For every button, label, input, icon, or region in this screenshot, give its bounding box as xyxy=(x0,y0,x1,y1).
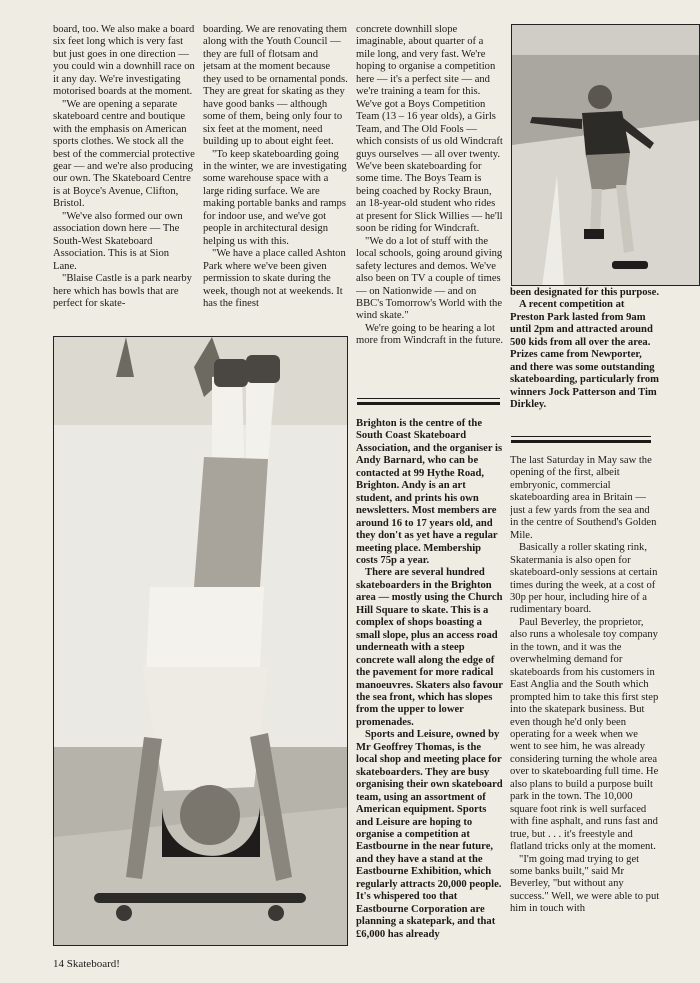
column-3-top xyxy=(356,24,504,392)
section-divider xyxy=(357,398,500,405)
paragraph: Basically a roller skating rink, Skatermania is also open for skateboard-only sessions at certain times during the week, at a cost of 30p per hour, including hire of a rudimentary board. xyxy=(510,542,658,616)
column-1 xyxy=(53,24,195,334)
paragraph: concrete downhill slope imaginable, about quarter of a mile long, and very fast. We're hoping to organise a competition here — it's a perfect site — and we're training a team for this. We've got a Boys Competition Team (13 – 16 year olds), a Girls Team, and The Old Fools — which consists of us old Windcraft guys ourselves — all over twenty. We've been skateboarding for some time. The Boys Team is being coached by Rocky Braun, an 18-year-old student who rides at present for Slick Willies — he'll soon be riding for Windcraft. xyxy=(356,24,503,235)
paragraph: Brighton is the centre of the South Coast Skateboard Association, and the organiser is Andy Barnard, who can be contacted at 99 Hythe Road, Brighton. Andy is an art student, and prints his own newsletters. Most members are around 16 to 17 years old, and they don't as yet have a regular meeting place. Membership costs 75p a year. xyxy=(356,418,503,566)
column-4-top xyxy=(510,287,660,433)
skater-photo-image xyxy=(512,25,700,286)
paragraph: boarding. We are renovating them along with the Youth Council — they are full of flotsam and jetsam at the moment because they used to be ornamental ponds. They are great for skating as they have good banks — although some of them, being only four to six feet at the moment, need building up to about eight feet. xyxy=(203,24,348,148)
paragraph: "We have a place called Ashton Park where we've been given permission to skate during the week, though not at weekends. It has the finest xyxy=(203,248,346,309)
paragraph: Paul Beverley, the proprietor, also runs a wholesale toy company in the town, and it was the overwhelming demand for skateboards from his customers in East Anglia and the South which prompted him to take this first step into the skatepark business. But even though he'd only been operating for a week when we went to see him, he was already considering turning the whole area over to skateboarding full time. He also plans to build a purpose built park in the town. The 10,000 square foot rink is well surfaced with fine asphalt, and runs fast and true, but . . . it's freestyle and flatland tricks only at the moment. xyxy=(510,616,659,853)
page-footer: 14 Skateboard! xyxy=(53,958,120,970)
paragraph: A recent competition at Preston Park lasted from 9am until 2pm and attracted around 500 kids from all over the area. Prizes came from Newporter, and there was some outstanding skateboarding, particularly from winners Jock Patterson and Tim Dirkley. xyxy=(510,299,659,411)
column-3-bottom xyxy=(356,418,504,950)
skater-photo xyxy=(511,24,700,286)
handstand-photo xyxy=(53,336,348,946)
paragraph: "We've also formed our own association down here — The South-West Skateboard Association. This is at Sion Lane. xyxy=(53,210,183,272)
paragraph: been designated for this purpose. xyxy=(510,287,660,298)
section-divider xyxy=(511,436,651,443)
handstand-photo-image xyxy=(54,337,348,946)
paragraph: The last Saturday in May saw the opening of the first, albeit embryonic, commercial skateboarding area in Britain — just a few yards from the sea and in the centre of Southend's Golden Mile. xyxy=(510,455,657,541)
column-4-bottom xyxy=(510,455,660,950)
paragraph: "To keep skateboarding going in the winter, we are investigating some warehouse space with a large riding surface. We are making portable banks and ramps for indoor use, and we've got people in architectural design helping us with this. xyxy=(203,148,347,247)
paragraph: board, too. We also make a board six feet long which is very fast but just goes in one direction — you could win a downhill race on it any day. We're investigating motorised boards at the moment. xyxy=(53,24,195,98)
column-2 xyxy=(203,24,348,334)
paragraph: There are several hundred skateboarders in the Brighton area — mostly using the Church Hill Square to skate. This is a complex of shops boasting a small slope, plus an access road underneath with a steep concrete wall along the edge of the pavement for more radical manoeuvres. Skaters also favour the sea front, which has slopes from the upper to lower promenades. xyxy=(356,567,503,728)
paragraph: "I'm going mad trying to get some banks built," said Mr Beverley, "but without any success." Well, we were able to put him in touch with xyxy=(510,853,660,915)
paragraph: Sports and Leisure, owned by Mr Geoffrey Thomas, is the local shop and meeting place for skateboarders. They are busy organising their own skateboard team, using an assortment of American equipment. Sports and Leisure are hoping to organise a competition at Eastbourne in the near future, and they have a stand at the Eastbourne Exhibition, which regularly attracts 20,000 people. It's whispered too that Eastbourne Corporation are planning a skatepark, and that £6,000 has already xyxy=(356,729,503,940)
paragraph: We're going to be hearing a lot more from Windcraft in the future. xyxy=(356,322,504,347)
paragraph: "We do a lot of stuff with the local schools, going around giving safety lectures and demos. We've also been on TV a couple of times — on Nationwide — and on BBC's Tomorrow's World with the wind skate." xyxy=(356,235,503,322)
paragraph: "Blaise Castle is a park nearby here which has bowls that are perfect for skate- xyxy=(53,273,192,309)
paragraph: "We are opening a separate skateboard centre and boutique with the emphasis on American sports clothes. We stock all the best of the commercial protective gear — and we're also producing our own. The Skateboard Centre is at Boyce's Avenue, Clifton, Bristol. xyxy=(53,98,195,210)
